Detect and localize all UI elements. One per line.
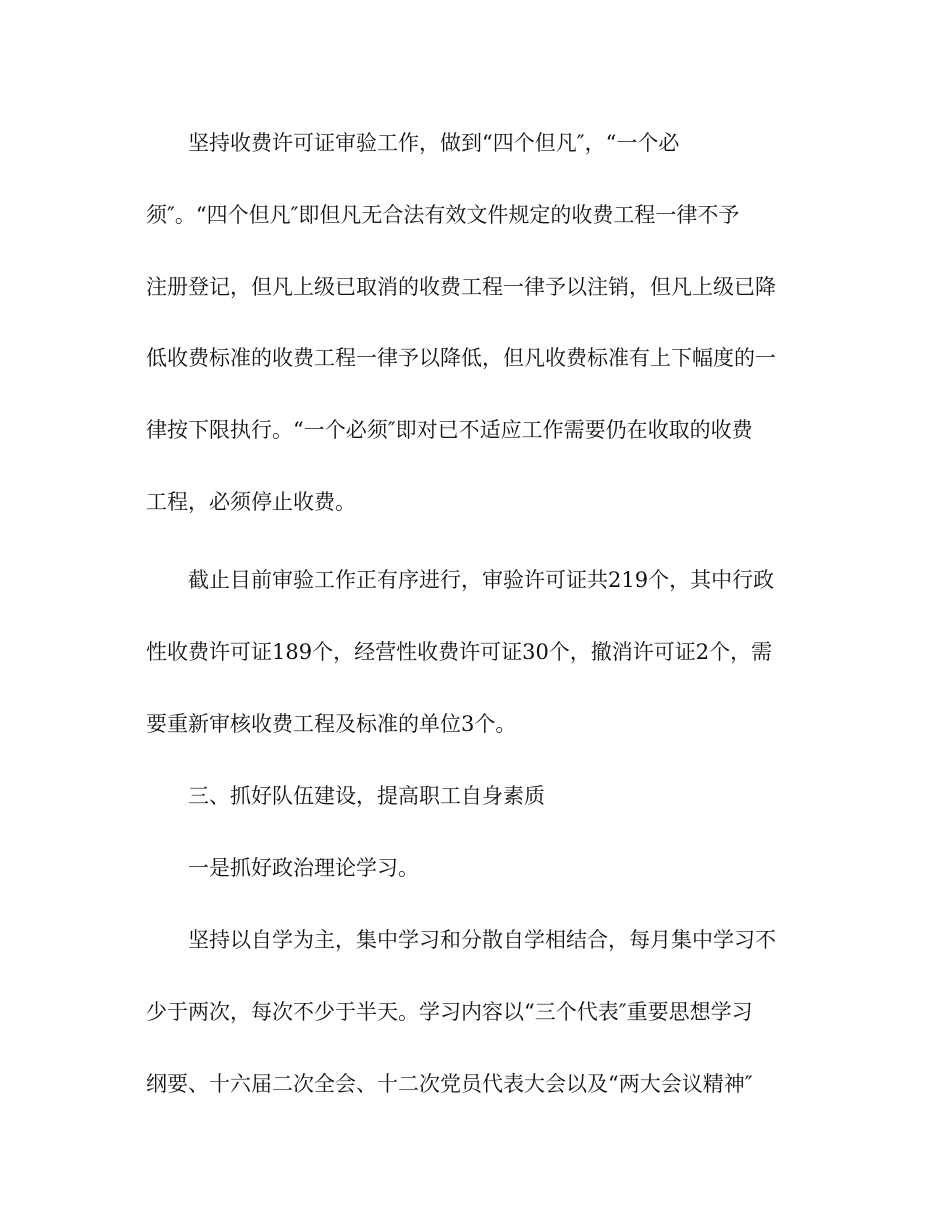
subsection-heading: 一是抓好政治理论学习。 <box>188 856 419 880</box>
paragraph-line: 注册登记，但凡上级已取消的收费工程一律予以注销，但凡上级已降 <box>146 275 776 299</box>
paragraph-line: 性收费许可证189个，经营性收费许可证30个，撤消许可证2个，需 <box>146 640 773 664</box>
section-heading: 三、抓好队伍建设，提高职工自身素质 <box>188 784 545 808</box>
paragraph-line: 工程，必须停止收费。 <box>146 490 356 514</box>
paragraph-line: 律按下限执行。“一个必须″即对已不适应工作需要仍在收取的收费 <box>146 418 753 442</box>
paragraph-line: 要重新审核收费工程及标准的单位3个。 <box>146 712 517 736</box>
paragraph-line: 坚持以自学为主，集中学习和分散自学相结合，每月集中学习不 <box>188 928 776 952</box>
paragraph-line: 少于两次，每次不少于半天。学习内容以“三个代表″重要思想学习 <box>146 1000 753 1024</box>
paragraph-line: 截止目前审验工作正有序进行，审验许可证共219个，其中行政 <box>188 568 775 592</box>
paragraph-line: 须″。“四个但凡″即但凡无合法有效文件规定的收费工程一律不予 <box>146 203 740 227</box>
paragraph-line: 纲要、十六届二次全会、十二次党员代表大会以及“两大会议精神″ <box>146 1072 753 1096</box>
paragraph-line: 坚持收费许可证审验工作，做到“四个但凡″，“一个必 <box>188 131 680 155</box>
paragraph-line: 低收费标准的收费工程一律予以降低，但凡收费标准有上下幅度的一 <box>146 346 776 370</box>
